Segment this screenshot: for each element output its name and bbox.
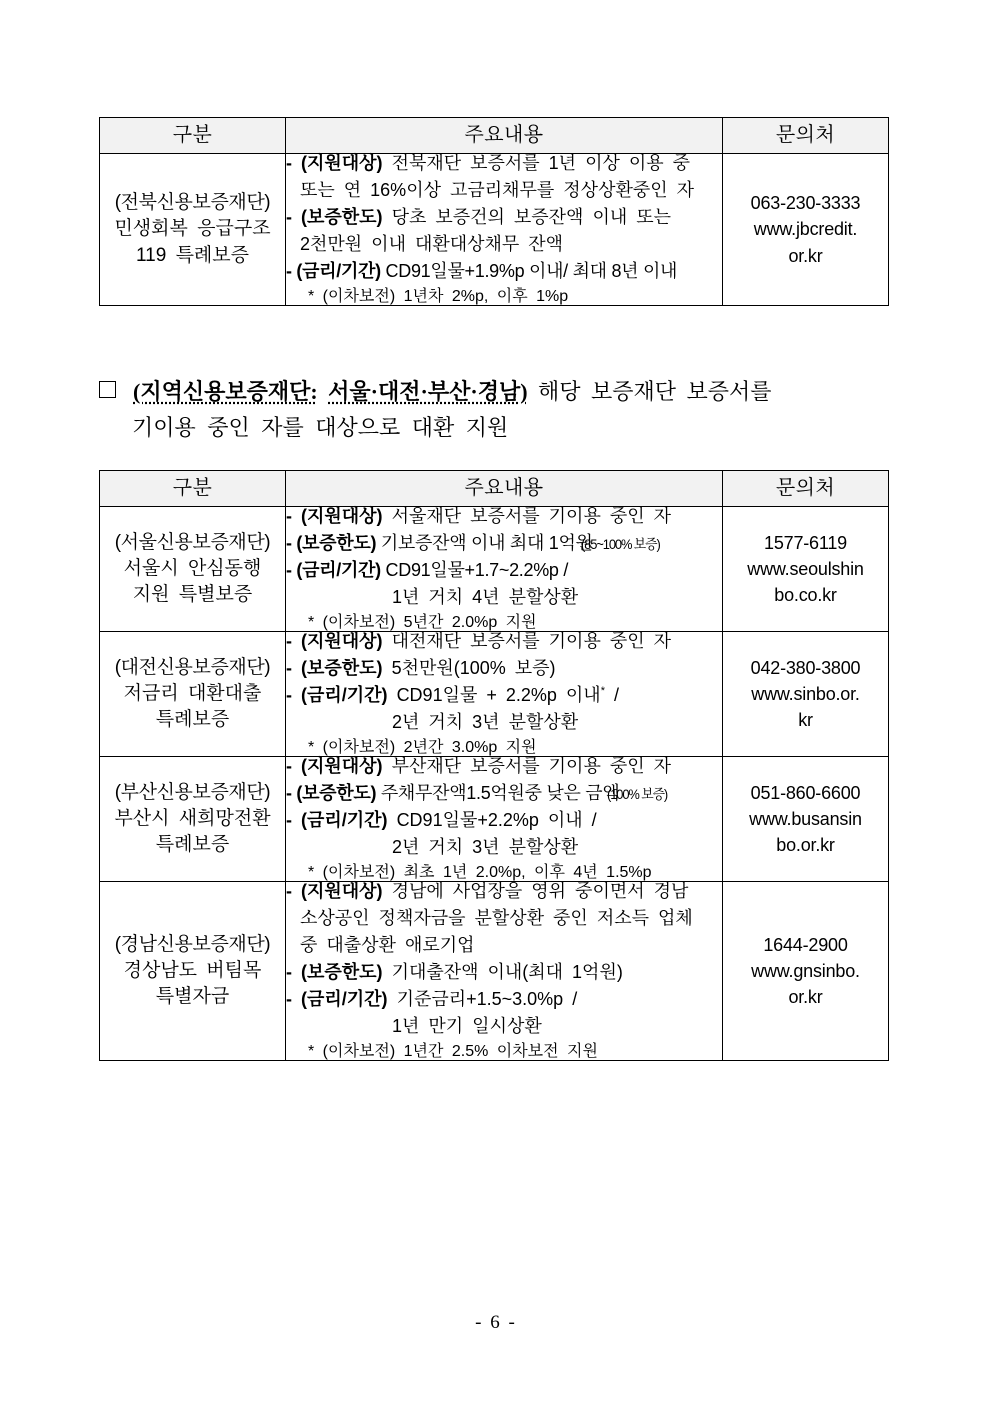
table-row [100, 632, 889, 757]
column-header-gubun: 구분 [100, 471, 286, 507]
content-text: 기대출잔액 이내(최대 1억원) [391, 962, 623, 982]
contact-url: www.jbcredit. [753, 219, 858, 240]
guarantee-table-jeonbuk [99, 117, 889, 306]
table-2-container [99, 470, 889, 1061]
gubun-line: 경상남도 버팀목 [123, 959, 262, 981]
gubun-line: 특별자금 [155, 986, 230, 1008]
gubun-line: 특례보증 [155, 709, 230, 731]
contact-url: www.gnsinbo. [751, 960, 860, 981]
content-bullet [286, 811, 722, 829]
content-bullet [286, 963, 722, 981]
content-note: * (이차보전) 1년간 2.5% 이차보전 지원 [308, 1043, 598, 1060]
content-small-note: (100% 보증) [607, 786, 668, 802]
section-heading-bold-2: 서울·대전·부산·경남) [328, 379, 528, 404]
content-label: - (금리/기간) [286, 560, 381, 580]
content-bullet [286, 784, 722, 802]
contact-url: kr [798, 710, 813, 731]
contact-phone: 051-860-6600 [750, 782, 861, 803]
page-number: - 6 - [475, 1312, 517, 1333]
content-cont: 중 대출상환 애로기업 [300, 935, 475, 955]
content-text: CD91일물+1.9%p 이내/ 최대 8년 이내 [385, 261, 678, 281]
content-label: - (보증한도) [286, 658, 383, 678]
content-text: 기보증잔액 이내 최대 1억원 [380, 533, 593, 553]
content-text: 경남에 사업장을 영위 중이면서 경남 [391, 881, 689, 901]
content-small-note: (85~100% 보증) [580, 536, 660, 552]
gubun-line: 저금리 대환대출 [123, 682, 262, 704]
cell-contact [723, 882, 889, 1061]
empty-square-bullet-icon [99, 381, 116, 398]
content-bullet [286, 262, 722, 280]
content-label: - (보증한도) [286, 533, 377, 553]
content-text: 서울재단 보증서를 기이용 중인 자 [391, 506, 671, 526]
content-indent: 2년 거치 3년 분할상환 [392, 837, 579, 857]
content-label: - (지원대상) [286, 631, 383, 651]
cell-contact [723, 632, 889, 757]
content-bullet [286, 561, 722, 579]
content-label: - (금리/기간) [286, 685, 388, 705]
content-bullet [286, 882, 722, 900]
content-note: * (이차보전) 최초 1년 2.0%p, 이후 4년 1.5%p [308, 864, 652, 881]
table-row [100, 507, 889, 632]
gubun-line: 부산시 새희망전환 [114, 807, 271, 829]
content-note: * (이차보전) 2년간 3.0%p 지원 [308, 739, 537, 756]
section-heading-line-2: 기이용 중인 자를 대상으로 대환 지원 [132, 414, 509, 440]
column-header-contact: 문의처 [723, 118, 889, 154]
cell-content [286, 154, 723, 306]
content-text-after: / [604, 685, 619, 705]
gubun-line: 민생회복 응급구조 [114, 218, 271, 240]
content-indent: 1년 만기 일시상환 [392, 1016, 542, 1036]
contact-url: bo.or.kr [776, 835, 835, 856]
content-bullet [286, 757, 722, 775]
content-superscript: * [600, 685, 605, 697]
contact-url: www.busansin [749, 808, 862, 829]
column-header-content: 주요내용 [286, 471, 723, 507]
cell-gubun [100, 882, 286, 1061]
table-header-row [100, 471, 889, 507]
contact-phone: 042-380-3800 [750, 657, 861, 678]
guarantee-table-regional [99, 470, 889, 1061]
content-text: 대전재단 보증서를 기이용 중인 자 [391, 631, 671, 651]
content-bullet [286, 632, 722, 650]
table-1-container [99, 117, 889, 306]
content-text: CD91일물+1.7~2.2%p / [385, 560, 569, 580]
cell-content [286, 757, 723, 882]
content-label: - (금리/기간) [286, 810, 388, 830]
cell-content [286, 882, 723, 1061]
content-bullet [286, 659, 722, 677]
content-text: 부산재단 보증서를 기이용 중인 자 [391, 756, 671, 776]
cell-gubun [100, 507, 286, 632]
contact-url: or.kr [788, 987, 823, 1008]
table-row [100, 882, 889, 1061]
content-label: - (지원대상) [286, 506, 383, 526]
content-text: 주채무잔액1.5억원중 낮은 금액 [380, 783, 620, 803]
gubun-line: (서울신용보증재단) [114, 531, 271, 553]
contact-url: www.sinbo.or. [751, 683, 860, 704]
content-cont: 소상공인 정책자금을 분할상환 중인 저소득 업체 [300, 908, 693, 928]
section-heading-bold-1: (지역신용보증재단: [133, 379, 318, 404]
contact-phone: 1577-6119 [764, 532, 847, 553]
content-note: * (이차보전) 5년간 2.0%p 지원 [308, 614, 537, 631]
content-text: 당초 보증건의 보증잔액 이내 또는 [391, 207, 671, 227]
cell-contact [723, 507, 889, 632]
cell-content [286, 632, 723, 757]
content-indent: 1년 거치 4년 분할상환 [392, 587, 579, 607]
contact-url: or.kr [788, 245, 823, 266]
contact-phone: 063-230-3333 [750, 193, 861, 214]
column-header-contact: 문의처 [723, 471, 889, 507]
content-bullet [286, 534, 722, 552]
cell-gubun [100, 154, 286, 306]
column-header-gubun: 구분 [100, 118, 286, 154]
content-label: - (보증한도) [286, 207, 383, 227]
table-header-row [100, 118, 889, 154]
section-heading-line-1 [99, 379, 772, 404]
content-bullet [286, 990, 722, 1008]
content-bullet [286, 208, 722, 226]
gubun-line: 119 특례보증 [136, 244, 249, 266]
content-text: CD91일물+2.2%p 이내 / [396, 810, 597, 830]
contact-url: www.seoulshin [747, 558, 864, 579]
content-label: - (지원대상) [286, 756, 383, 776]
content-label: - (보증한도) [286, 783, 377, 803]
gubun-line: 특례보증 [155, 834, 230, 856]
content-label: - (금리/기간) [286, 989, 388, 1009]
contact-url: bo.co.kr [774, 585, 837, 606]
cell-gubun [100, 632, 286, 757]
gubun-line: (경남신용보증재단) [114, 933, 271, 955]
content-cont: 2천만원 이내 대환대상채무 잔액 [300, 234, 564, 254]
content-text: 전북재단 보증서를 1년 이상 이용 중 [391, 153, 691, 173]
gubun-line: 서울시 안심동행 [123, 557, 262, 579]
content-label: - (금리/기간) [286, 261, 381, 281]
cell-contact [723, 757, 889, 882]
content-note: * (이차보전) 1년차 2%p, 이후 1%p [308, 288, 569, 305]
gubun-line: (부산신용보증재단) [114, 781, 271, 803]
content-label: - (지원대상) [286, 881, 383, 901]
section-heading-rest: 해당 보증재단 보증서를 [538, 379, 772, 404]
table-row [100, 757, 889, 882]
content-bullet [286, 507, 722, 525]
gubun-line: 지원 특별보증 [132, 584, 253, 606]
content-indent: 2년 거치 3년 분할상환 [392, 712, 579, 732]
table-row [100, 154, 889, 306]
cell-content [286, 507, 723, 632]
gubun-line: (대전신용보증재단) [114, 656, 271, 678]
section-heading [99, 374, 889, 445]
cell-contact [723, 154, 889, 306]
content-text: 5천만원(100% 보증) [391, 658, 556, 678]
contact-phone: 1644-2900 [763, 934, 848, 955]
column-header-content: 주요내용 [286, 118, 723, 154]
content-label: - (보증한도) [286, 962, 383, 982]
content-bullet [286, 686, 722, 704]
content-label: - (지원대상) [286, 153, 383, 173]
content-bullet [286, 154, 722, 172]
gubun-line: (전북신용보증재단) [114, 192, 271, 214]
content-cont: 또는 연 16%이상 고금리채무를 정상상환중인 자 [300, 180, 695, 200]
content-text: CD91일물 + 2.2%p 이내 [396, 685, 601, 705]
cell-gubun [100, 757, 286, 882]
content-text: 기준금리+1.5~3.0%p / [396, 989, 578, 1009]
